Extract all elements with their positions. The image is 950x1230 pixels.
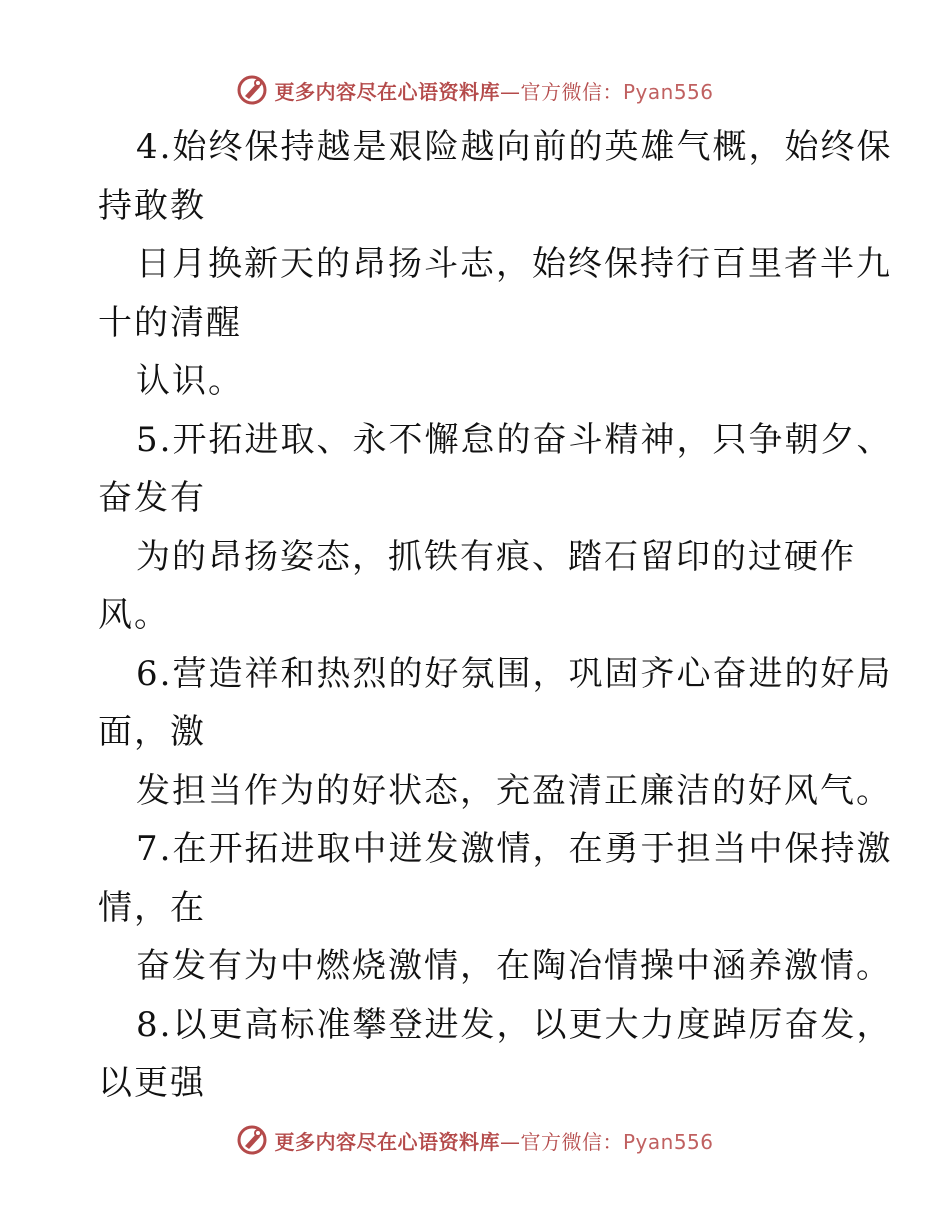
text-line: 日月换新天的昂扬斗志，始终保持行百里者半九: [136, 244, 892, 284]
text-line: 发担当作为的好状态，充盈清正廉洁的好风气。: [136, 770, 892, 811]
text-line: 8.以更高标准攀登进发，以更大力度踔厉奋发，: [136, 1004, 893, 1045]
logo-icon: [236, 1124, 268, 1156]
banner-wechat-id: Pyan556: [622, 1129, 714, 1154]
logo-icon: [236, 74, 268, 106]
document-body: [98, 118, 893, 1113]
banner-label: 官方微信：: [520, 79, 623, 104]
text-line: 认识。: [136, 361, 244, 401]
text-line: 面，激: [98, 712, 206, 752]
banner-dash: —: [499, 79, 521, 104]
text-line: 奋发有为中燃烧激情，在陶冶情操中涵养激情。: [136, 946, 892, 986]
text-line: 以更强: [98, 1063, 206, 1103]
banner-wechat-id: Pyan556: [622, 79, 714, 104]
banner-dash: —: [499, 1129, 521, 1154]
text-line: 持敢教: [98, 185, 206, 226]
text-line: 奋发有: [98, 478, 206, 518]
footer-watermark: [0, 1120, 950, 1160]
text-line: 十的清醒: [98, 302, 242, 343]
text-line: 情，在: [98, 887, 206, 928]
banner-label: 官方微信：: [520, 1129, 623, 1154]
text-line: 7.在开拓进取中迸发激情，在勇于担当中保持激: [136, 829, 893, 869]
text-line: 5.开拓进取、永不懈怠的奋斗精神，只争朝夕、: [136, 419, 893, 460]
banner-title: 更多内容尽在心语资料库: [274, 79, 500, 104]
text-line: 为的昂扬姿态，抓铁有痕、踏石留印的过硬作: [136, 536, 856, 577]
text-line: 6.营造祥和热烈的好氛围，巩固齐心奋进的好局: [136, 653, 893, 694]
text-line: 风。: [98, 595, 170, 635]
header-watermark: [0, 70, 950, 110]
banner-title: 更多内容尽在心语资料库: [274, 1129, 500, 1154]
text-line: 4.始终保持越是艰险越向前的英雄气概，始终保: [136, 127, 893, 167]
